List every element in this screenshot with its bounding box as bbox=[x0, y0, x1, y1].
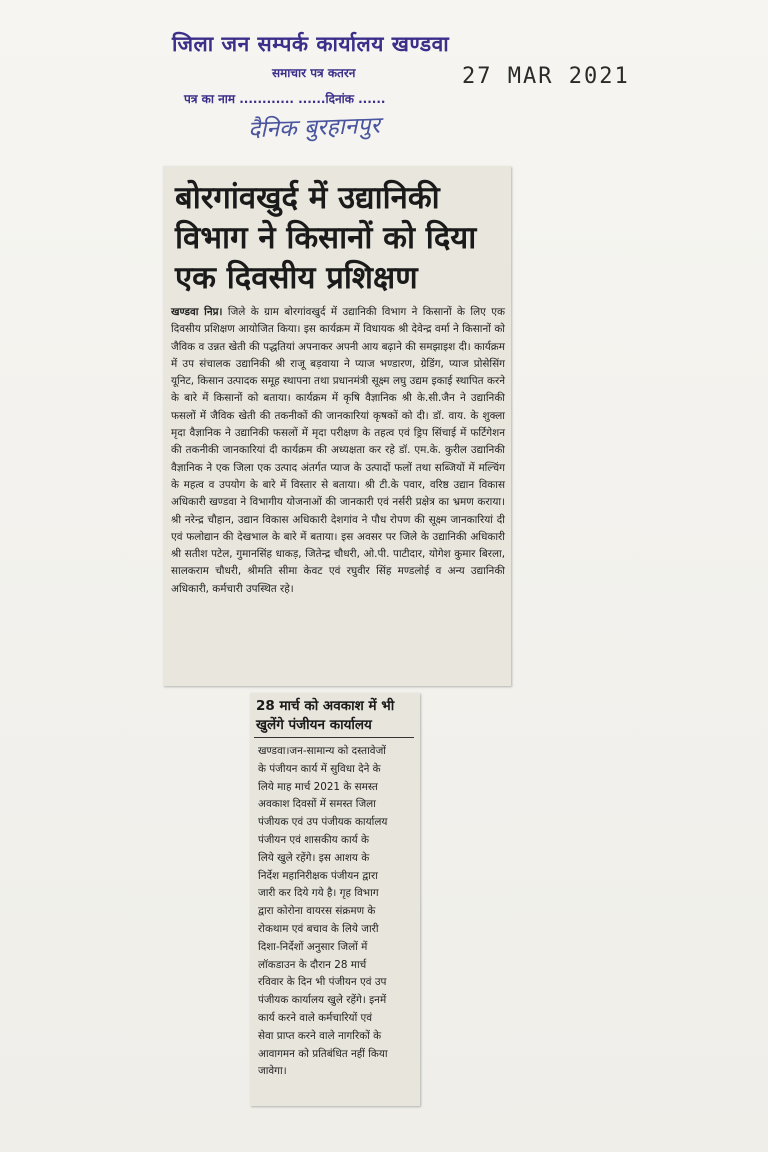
article1-headline: बोरगांवखुर्द में उद्यानिकी विभाग ने किसानों को दिया एक दिवसीय प्रशिक्षण bbox=[175, 180, 477, 296]
news-clipping-registration bbox=[250, 693, 420, 1106]
stamp-date: 27 MAR 2021 bbox=[462, 64, 630, 89]
stamp-newspaper-line: पत्र का नाम ............ ......दिनांक ...... bbox=[184, 92, 386, 106]
article2-text: जन-सामान्य को दस्तावेजों के पंजीयन कार्य में सुविधा देने के लिये माह मार्च 2021 के समस्त अवकाश दिवसों में समस्त जिला पंजीयक एवं उप पंजीयक कार्यालय पंजीयन एवं शासकीय कार्य के लिये खुले रहेंगे। इस आशय के निर्देश महानिरीक्षक पंजीयन द्वारा जारी कर दिये गये है। गृह विभाग द्वारा कोरोना वायरस संक्रमण के रोकथाम एवं बचाव के लिये जारी दिशा-निर्देशों अनुसार जिलों में लॉकडाउन के दौरान 28 मार्च रविवार के दिन भी पंजीयन एवं उप पंजीयक कार्यालय खुले रहेंगे। इनमें कार्य करने वाले कर्मचारियों एवं सेवा प्राप्त करने वाले नागरिकों के आवागमन को प्रतिबंधित नहीं किया जावेगा। bbox=[258, 745, 388, 1078]
stamp-subtitle: समाचार पत्र कतरन bbox=[272, 66, 356, 80]
article2-divider bbox=[254, 737, 414, 738]
news-clipping-training bbox=[163, 166, 511, 686]
stamp-title: जिला जन सम्पर्क कार्यालय खण्डवा bbox=[172, 32, 450, 56]
article2-body bbox=[258, 743, 388, 1081]
article1-text: जिले के ग्राम बोरगांवखुर्द में उद्यानिकी विभाग ने किसानों के लिए एक दिवसीय प्रशिक्षण आयोजित किया। इस कार्यक्रम में विधायक श्री देवेन्द्र वर्मा ने किसानों को जैविक व उन्नत खेती की पद्धतियां अपनाकर अपनी आय बढ़ाने की समझाइश दी। कार्यक्रम में उप संचालक उद्यानिकी श्री राजू बड़वाया ने प्याज भण्डारण, ग्रेडिंग, प्याज प्रोसेसिंग यूनिट, किसान उत्पादक समूह स्थापना तथा प्रधानमंत्री सूक्ष्म लघु उद्यम इकाई स्थापित करने के बारे में किसानों को बताया। कार्यक्रम में कृषि वैज्ञानिक श्री के.सी.जैन ने उद्यानिकी फसलों में जैविक खेती की तकनीकों की जानकारियां कृषकों को दी। डॉ. वाय. के शुक्ला मृदा वैज्ञानिक ने उद्यानिकी फसलों में मृदा परीक्षण के तहत्व एवं ड्रिप सिंचाई में फर्टिगेशन की तकनीकी जानकारियां दी कार्यक्रम की अध्यक्षता कर रहे डॉ. एम.के. कुरील उद्यानिकी वैज्ञानिक ने एक जिला एक उत्पाद अंतर्गत प्याज के उत्पादों फलों तथा सब्जियों में मल्चिंग के महत्व व उपयोग के बारे में विस्तार से बताया। श्री टी.के पवार, वरिष्ठ उद्यान विकास अधिकारी खण्डवा ने विभागीय योजनाओं की जानकारी एवं नर्सरी प्रक्षेत्र का भ्रमण कराया। श्री नरेन्द्र चौहान, उद्यान विकास अधिकारी देशगांव ने पौध रोपण की सूक्ष्म जानकारियां दी एवं फलोद्यान की देखभाल के बारे में बताया। इस अवसर पर जिले के उद्यानिकी अधिकारी श्री सतीश पटेल, गुमानसिंह धाकड़, जितेन्द्र चौधरी, ओ.पी. पाटीदार, योगेश कुमार बिरला, सालकराम चौधरी, श्रीमति सीमा केवट एवं रघुवीर सिंह मण्डलोई व अन्य उद्यानिकी अधिकारी, कर्मचारी उपस्थित रहे। bbox=[171, 306, 505, 595]
handwritten-newspaper-name: दैनिक बुरहानपुर bbox=[247, 112, 381, 144]
article2-dateline: खण्डवा। bbox=[258, 745, 290, 757]
office-stamp bbox=[168, 30, 630, 150]
article1-dateline: खण्डवा निप्र। bbox=[171, 306, 223, 318]
article2-headline: 28 मार्च को अवकाश में भी खुलेंगे पंजीयन कार्यालय bbox=[256, 698, 395, 733]
article1-body bbox=[171, 304, 505, 598]
